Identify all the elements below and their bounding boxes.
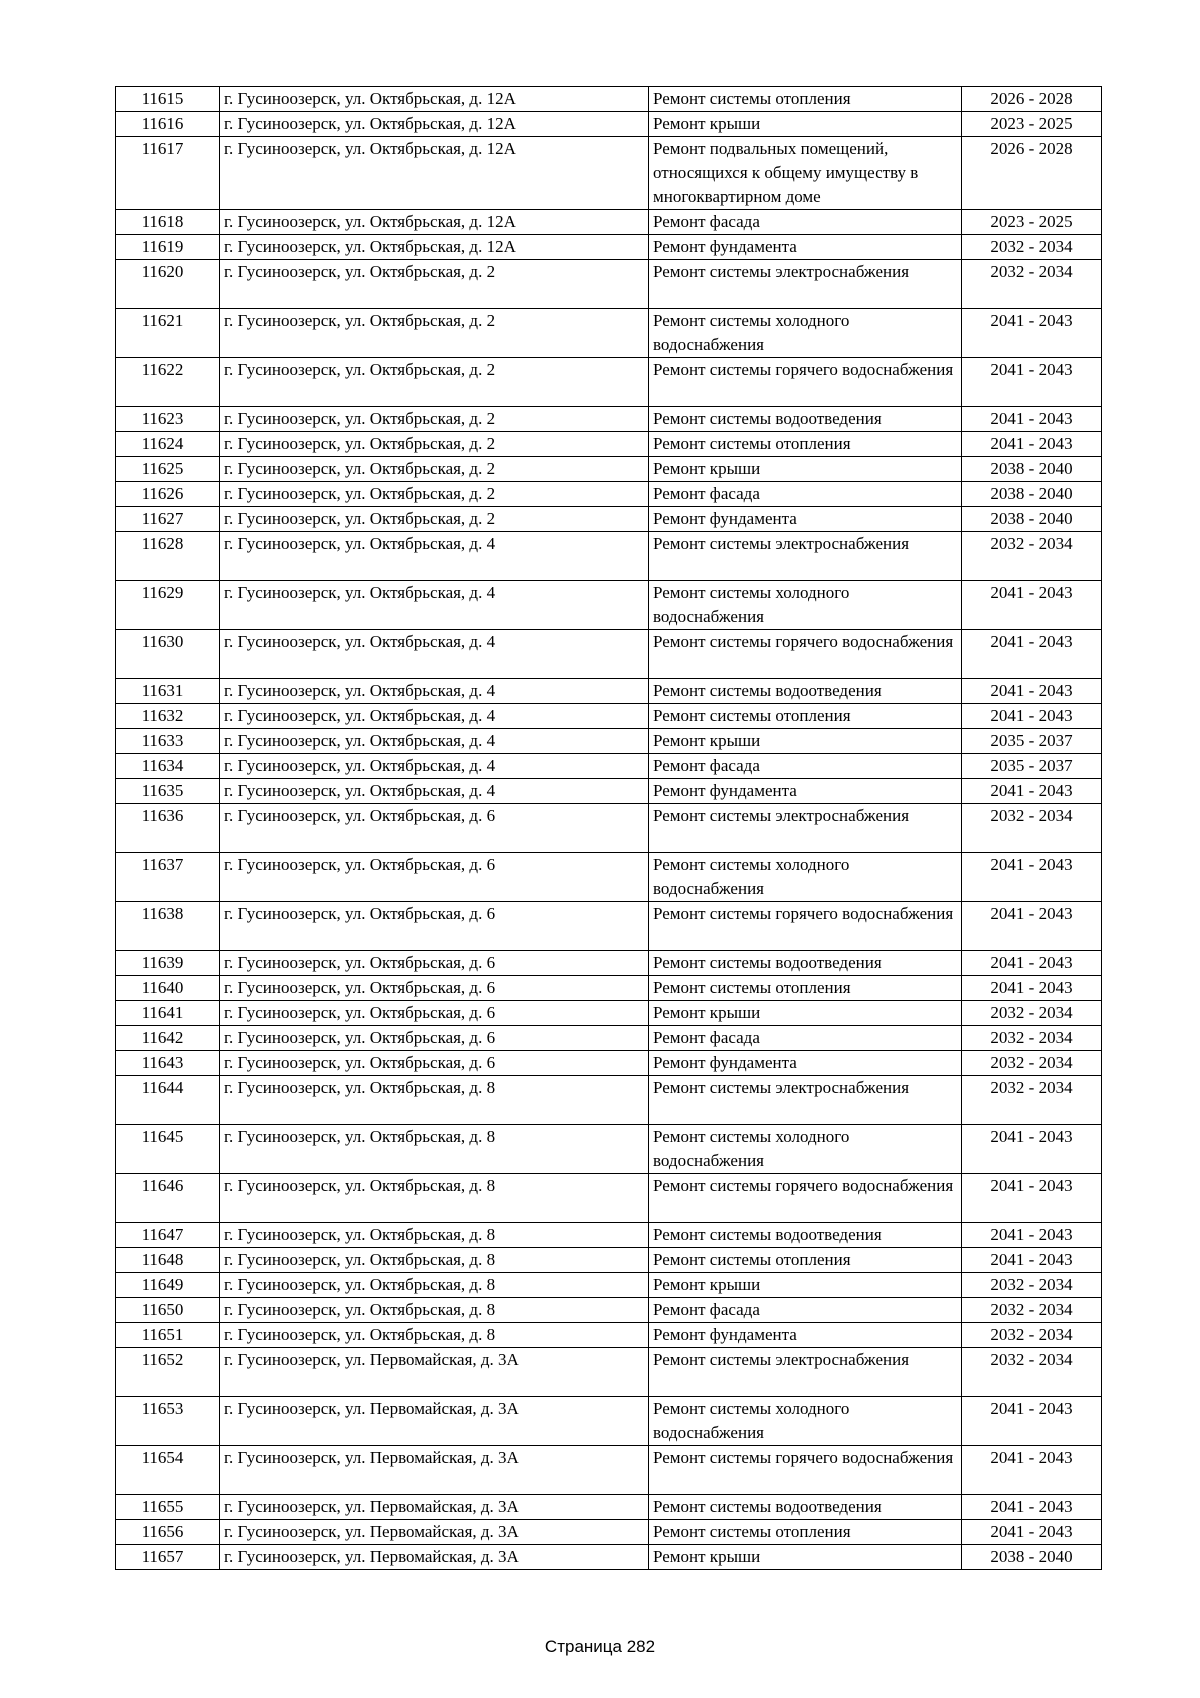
work-type-cell: Ремонт системы отопления: [649, 87, 962, 112]
row-number-cell: 11641: [116, 1001, 220, 1026]
period-cell: 2041 - 2043: [962, 779, 1102, 804]
row-number-cell: 11622: [116, 358, 220, 407]
period-cell: 2023 - 2025: [962, 112, 1102, 137]
table-row: [116, 1397, 1102, 1446]
row-number-cell: 11639: [116, 951, 220, 976]
row-number-cell: 11636: [116, 804, 220, 853]
period-cell: 2032 - 2034: [962, 532, 1102, 581]
period-cell: 2032 - 2034: [962, 1001, 1102, 1026]
work-type-cell: Ремонт фасада: [649, 1026, 962, 1051]
table-row: [116, 358, 1102, 407]
period-cell: 2041 - 2043: [962, 1125, 1102, 1174]
table-row: [116, 1076, 1102, 1125]
work-type-cell: Ремонт подвальных помещений, относящихся к общему имуществу в многоквартирном доме: [649, 137, 962, 210]
period-cell: 2041 - 2043: [962, 1520, 1102, 1545]
work-type-cell: Ремонт системы электроснабжения: [649, 1348, 962, 1397]
period-cell: 2032 - 2034: [962, 1323, 1102, 1348]
work-type-cell: Ремонт системы электроснабжения: [649, 260, 962, 309]
table-row: [116, 1001, 1102, 1026]
period-cell: 2035 - 2037: [962, 754, 1102, 779]
work-type-cell: Ремонт системы горячего водоснабжения: [649, 1446, 962, 1495]
row-number-cell: 11654: [116, 1446, 220, 1495]
address-cell: г. Гусиноозерск, ул. Октябрьская, д. 4: [220, 754, 649, 779]
row-number-cell: 11625: [116, 457, 220, 482]
address-cell: г. Гусиноозерск, ул. Первомайская, д. 3А: [220, 1446, 649, 1495]
period-cell: 2023 - 2025: [962, 210, 1102, 235]
row-number-cell: 11634: [116, 754, 220, 779]
address-cell: г. Гусиноозерск, ул. Октябрьская, д. 4: [220, 704, 649, 729]
row-number-cell: 11644: [116, 1076, 220, 1125]
row-number-cell: 11645: [116, 1125, 220, 1174]
address-cell: г. Гусиноозерск, ул. Октябрьская, д. 12А: [220, 210, 649, 235]
period-cell: 2032 - 2034: [962, 1348, 1102, 1397]
row-number-cell: 11620: [116, 260, 220, 309]
address-cell: г. Гусиноозерск, ул. Октябрьская, д. 8: [220, 1174, 649, 1223]
work-type-cell: Ремонт фасада: [649, 754, 962, 779]
row-number-cell: 11651: [116, 1323, 220, 1348]
row-number-cell: 11653: [116, 1397, 220, 1446]
table-row: [116, 1051, 1102, 1076]
period-cell: 2041 - 2043: [962, 1397, 1102, 1446]
table-row: [116, 804, 1102, 853]
row-number-cell: 11648: [116, 1248, 220, 1273]
address-cell: г. Гусиноозерск, ул. Октябрьская, д. 6: [220, 853, 649, 902]
table-row: [116, 457, 1102, 482]
address-cell: г. Гусиноозерск, ул. Октябрьская, д. 12А: [220, 235, 649, 260]
row-number-cell: 11628: [116, 532, 220, 581]
row-number-cell: 11640: [116, 976, 220, 1001]
table-row: [116, 1273, 1102, 1298]
work-type-cell: Ремонт крыши: [649, 1001, 962, 1026]
period-cell: 2041 - 2043: [962, 679, 1102, 704]
work-type-cell: Ремонт фундамента: [649, 779, 962, 804]
address-cell: г. Гусиноозерск, ул. Октябрьская, д. 8: [220, 1298, 649, 1323]
period-cell: 2041 - 2043: [962, 1174, 1102, 1223]
period-cell: 2038 - 2040: [962, 1545, 1102, 1570]
address-cell: г. Гусиноозерск, ул. Октябрьская, д. 8: [220, 1248, 649, 1273]
row-number-cell: 11656: [116, 1520, 220, 1545]
table-row: [116, 630, 1102, 679]
work-type-cell: Ремонт системы электроснабжения: [649, 1076, 962, 1125]
row-number-cell: 11629: [116, 581, 220, 630]
table-row: [116, 1446, 1102, 1495]
address-cell: г. Гусиноозерск, ул. Октябрьская, д. 6: [220, 1051, 649, 1076]
table-row: [116, 137, 1102, 210]
table-row: [116, 1323, 1102, 1348]
work-type-cell: Ремонт системы горячего водоснабжения: [649, 1174, 962, 1223]
work-type-cell: Ремонт системы отопления: [649, 976, 962, 1001]
table-row: [116, 532, 1102, 581]
period-cell: 2041 - 2043: [962, 1223, 1102, 1248]
work-type-cell: Ремонт крыши: [649, 112, 962, 137]
table-row: [116, 260, 1102, 309]
row-number-cell: 11638: [116, 902, 220, 951]
address-cell: г. Гусиноозерск, ул. Октябрьская, д. 12А: [220, 87, 649, 112]
work-type-cell: Ремонт крыши: [649, 1545, 962, 1570]
address-cell: г. Гусиноозерск, ул. Октябрьская, д. 12А: [220, 137, 649, 210]
address-cell: г. Гусиноозерск, ул. Октябрьская, д. 4: [220, 679, 649, 704]
page-number: Страница 282: [544, 1637, 656, 1656]
period-cell: 2041 - 2043: [962, 358, 1102, 407]
row-number-cell: 11615: [116, 87, 220, 112]
table-row: [116, 1125, 1102, 1174]
work-type-cell: Ремонт фасада: [649, 210, 962, 235]
period-cell: 2041 - 2043: [962, 1248, 1102, 1273]
table-row: [116, 1223, 1102, 1248]
address-cell: г. Гусиноозерск, ул. Октябрьская, д. 8: [220, 1273, 649, 1298]
table-row: [116, 581, 1102, 630]
work-type-cell: Ремонт системы водоотведения: [649, 1223, 962, 1248]
address-cell: г. Гусиноозерск, ул. Октябрьская, д. 4: [220, 581, 649, 630]
row-number-cell: 11635: [116, 779, 220, 804]
address-cell: г. Гусиноозерск, ул. Октябрьская, д. 2: [220, 457, 649, 482]
row-number-cell: 11621: [116, 309, 220, 358]
address-cell: г. Гусиноозерск, ул. Октябрьская, д. 6: [220, 976, 649, 1001]
table-row: [116, 1026, 1102, 1051]
address-cell: г. Гусиноозерск, ул. Октябрьская, д. 2: [220, 358, 649, 407]
address-cell: г. Гусиноозерск, ул. Первомайская, д. 3А: [220, 1520, 649, 1545]
period-cell: 2041 - 2043: [962, 630, 1102, 679]
period-cell: 2032 - 2034: [962, 1076, 1102, 1125]
address-cell: г. Гусиноозерск, ул. Первомайская, д. 3А: [220, 1397, 649, 1446]
row-number-cell: 11627: [116, 507, 220, 532]
work-type-cell: Ремонт фундамента: [649, 235, 962, 260]
row-number-cell: 11643: [116, 1051, 220, 1076]
work-type-cell: Ремонт системы отопления: [649, 432, 962, 457]
address-cell: г. Гусиноозерск, ул. Октябрьская, д. 2: [220, 432, 649, 457]
period-cell: 2038 - 2040: [962, 482, 1102, 507]
period-cell: 2032 - 2034: [962, 804, 1102, 853]
row-number-cell: 11630: [116, 630, 220, 679]
work-type-cell: Ремонт системы холодного водоснабжения: [649, 309, 962, 358]
row-number-cell: 11626: [116, 482, 220, 507]
period-cell: 2041 - 2043: [962, 853, 1102, 902]
row-number-cell: 11623: [116, 407, 220, 432]
row-number-cell: 11655: [116, 1495, 220, 1520]
period-cell: 2041 - 2043: [962, 1495, 1102, 1520]
row-number-cell: 11632: [116, 704, 220, 729]
work-type-cell: Ремонт системы горячего водоснабжения: [649, 358, 962, 407]
row-number-cell: 11631: [116, 679, 220, 704]
work-type-cell: Ремонт системы горячего водоснабжения: [649, 630, 962, 679]
row-number-cell: 11650: [116, 1298, 220, 1323]
table-row: [116, 482, 1102, 507]
table-row: [116, 754, 1102, 779]
address-cell: г. Гусиноозерск, ул. Первомайская, д. 3А: [220, 1348, 649, 1397]
address-cell: г. Гусиноозерск, ул. Октябрьская, д. 6: [220, 1026, 649, 1051]
period-cell: 2032 - 2034: [962, 1273, 1102, 1298]
address-cell: г. Гусиноозерск, ул. Октябрьская, д. 4: [220, 779, 649, 804]
repair-schedule-table: [115, 86, 1102, 1570]
row-number-cell: 11617: [116, 137, 220, 210]
work-type-cell: Ремонт крыши: [649, 729, 962, 754]
address-cell: г. Гусиноозерск, ул. Первомайская, д. 3А: [220, 1545, 649, 1570]
period-cell: 2041 - 2043: [962, 976, 1102, 1001]
address-cell: г. Гусиноозерск, ул. Октябрьская, д. 2: [220, 260, 649, 309]
period-cell: 2032 - 2034: [962, 260, 1102, 309]
period-cell: 2032 - 2034: [962, 1051, 1102, 1076]
period-cell: 2041 - 2043: [962, 432, 1102, 457]
address-cell: г. Гусиноозерск, ул. Октябрьская, д. 4: [220, 630, 649, 679]
address-cell: г. Гусиноозерск, ул. Октябрьская, д. 8: [220, 1323, 649, 1348]
address-cell: г. Гусиноозерск, ул. Октябрьская, д. 2: [220, 309, 649, 358]
row-number-cell: 11657: [116, 1545, 220, 1570]
work-type-cell: Ремонт фасада: [649, 1298, 962, 1323]
table-row: [116, 779, 1102, 804]
table-row: [116, 1348, 1102, 1397]
table-row: [116, 853, 1102, 902]
period-cell: 2038 - 2040: [962, 507, 1102, 532]
address-cell: г. Гусиноозерск, ул. Октябрьская, д. 6: [220, 1001, 649, 1026]
work-type-cell: Ремонт системы холодного водоснабжения: [649, 581, 962, 630]
table-body: [116, 87, 1102, 1570]
work-type-cell: Ремонт системы водоотведения: [649, 951, 962, 976]
work-type-cell: Ремонт системы водоотведения: [649, 1495, 962, 1520]
row-number-cell: 11652: [116, 1348, 220, 1397]
work-type-cell: Ремонт системы отопления: [649, 1248, 962, 1273]
table-row: [116, 432, 1102, 457]
table-row: [116, 729, 1102, 754]
work-type-cell: Ремонт крыши: [649, 1273, 962, 1298]
period-cell: 2026 - 2028: [962, 87, 1102, 112]
work-type-cell: Ремонт системы горячего водоснабжения: [649, 902, 962, 951]
table-row: [116, 951, 1102, 976]
work-type-cell: Ремонт системы холодного водоснабжения: [649, 1397, 962, 1446]
row-number-cell: 11633: [116, 729, 220, 754]
row-number-cell: 11642: [116, 1026, 220, 1051]
work-type-cell: Ремонт фасада: [649, 482, 962, 507]
work-type-cell: Ремонт фундамента: [649, 1051, 962, 1076]
table-row: [116, 1545, 1102, 1570]
table-row: [116, 679, 1102, 704]
row-number-cell: 11637: [116, 853, 220, 902]
table-row: [116, 210, 1102, 235]
period-cell: 2026 - 2028: [962, 137, 1102, 210]
work-type-cell: Ремонт системы водоотведения: [649, 679, 962, 704]
address-cell: г. Гусиноозерск, ул. Октябрьская, д. 2: [220, 507, 649, 532]
work-type-cell: Ремонт системы холодного водоснабжения: [649, 1125, 962, 1174]
work-type-cell: Ремонт системы электроснабжения: [649, 532, 962, 581]
row-number-cell: 11616: [116, 112, 220, 137]
address-cell: г. Гусиноозерск, ул. Октябрьская, д. 12А: [220, 112, 649, 137]
table-row: [116, 1520, 1102, 1545]
row-number-cell: 11646: [116, 1174, 220, 1223]
address-cell: г. Гусиноозерск, ул. Октябрьская, д. 2: [220, 407, 649, 432]
work-type-cell: Ремонт системы отопления: [649, 704, 962, 729]
table-row: [116, 507, 1102, 532]
table-row: [116, 112, 1102, 137]
address-cell: г. Гусиноозерск, ул. Октябрьская, д. 8: [220, 1125, 649, 1174]
address-cell: г. Гусиноозерск, ул. Октябрьская, д. 4: [220, 729, 649, 754]
address-cell: г. Гусиноозерск, ул. Октябрьская, д. 2: [220, 482, 649, 507]
work-type-cell: Ремонт системы водоотведения: [649, 407, 962, 432]
table-row: [116, 235, 1102, 260]
address-cell: г. Гусиноозерск, ул. Октябрьская, д. 8: [220, 1223, 649, 1248]
row-number-cell: 11619: [116, 235, 220, 260]
address-cell: г. Гусиноозерск, ул. Октябрьская, д. 6: [220, 804, 649, 853]
period-cell: 2038 - 2040: [962, 457, 1102, 482]
table-row: [116, 1248, 1102, 1273]
period-cell: 2041 - 2043: [962, 407, 1102, 432]
period-cell: 2041 - 2043: [962, 1446, 1102, 1495]
address-cell: г. Гусиноозерск, ул. Октябрьская, д. 6: [220, 902, 649, 951]
table-row: [116, 407, 1102, 432]
work-type-cell: Ремонт системы электроснабжения: [649, 804, 962, 853]
row-number-cell: 11647: [116, 1223, 220, 1248]
period-cell: 2032 - 2034: [962, 1026, 1102, 1051]
address-cell: г. Гусиноозерск, ул. Первомайская, д. 3А: [220, 1495, 649, 1520]
period-cell: 2041 - 2043: [962, 951, 1102, 976]
period-cell: 2032 - 2034: [962, 1298, 1102, 1323]
table-row: [116, 704, 1102, 729]
period-cell: 2041 - 2043: [962, 902, 1102, 951]
table-row: [116, 1174, 1102, 1223]
address-cell: г. Гусиноозерск, ул. Октябрьская, д. 8: [220, 1076, 649, 1125]
work-type-cell: Ремонт крыши: [649, 457, 962, 482]
table-row: [116, 309, 1102, 358]
period-cell: 2032 - 2034: [962, 235, 1102, 260]
row-number-cell: 11624: [116, 432, 220, 457]
table-row: [116, 902, 1102, 951]
address-cell: г. Гусиноозерск, ул. Октябрьская, д. 4: [220, 532, 649, 581]
work-type-cell: Ремонт системы холодного водоснабжения: [649, 853, 962, 902]
table-row: [116, 1495, 1102, 1520]
table-row: [116, 87, 1102, 112]
work-type-cell: Ремонт системы отопления: [649, 1520, 962, 1545]
row-number-cell: 11618: [116, 210, 220, 235]
work-type-cell: Ремонт фундамента: [649, 1323, 962, 1348]
address-cell: г. Гусиноозерск, ул. Октябрьская, д. 6: [220, 951, 649, 976]
period-cell: 2041 - 2043: [962, 309, 1102, 358]
work-type-cell: Ремонт фундамента: [649, 507, 962, 532]
row-number-cell: 11649: [116, 1273, 220, 1298]
table-row: [116, 976, 1102, 1001]
period-cell: 2041 - 2043: [962, 581, 1102, 630]
period-cell: 2035 - 2037: [962, 729, 1102, 754]
period-cell: 2041 - 2043: [962, 704, 1102, 729]
table-row: [116, 1298, 1102, 1323]
